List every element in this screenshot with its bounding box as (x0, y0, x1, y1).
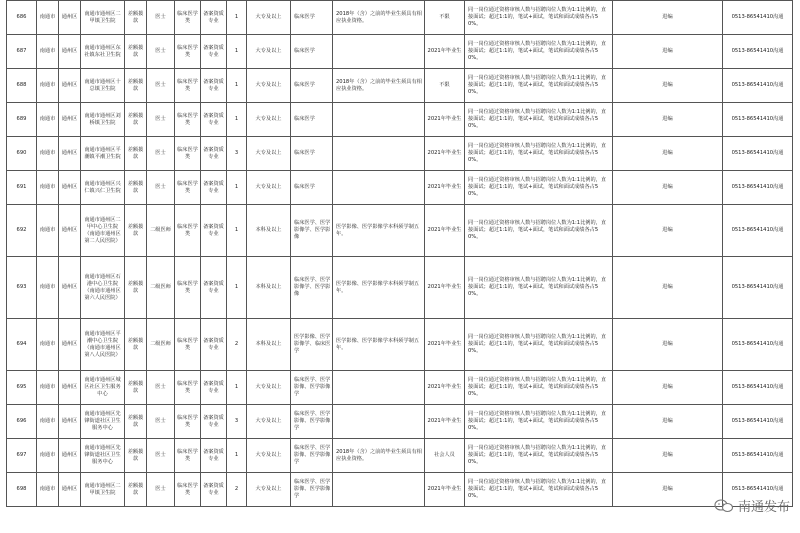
cell-cat: 临床医学类 (175, 69, 201, 103)
cell-obj: 2021年毕业生 (425, 205, 465, 257)
cell-obj: 社会人员 (425, 439, 465, 473)
cell-post: 医士 (147, 405, 175, 439)
cell-obj: 2021年毕业生 (425, 371, 465, 405)
cell-unit: 南通市通州区先锋街道社区卫生服务中心 (81, 405, 125, 439)
cell-fund: 差额拨款 (125, 371, 147, 405)
cell-unit: 南通市通州区二甲镇卫生院 (81, 1, 125, 35)
cell-edu: 大专及以上 (247, 35, 291, 69)
cell-tel: 0513-86541410沟通 (723, 171, 793, 205)
cell-post: 医士 (147, 35, 175, 69)
cell-dist: 通州区 (59, 257, 81, 319)
cell-note: 进编 (613, 257, 723, 319)
cell-edu: 大专及以上 (247, 69, 291, 103)
cell-no: 692 (7, 205, 37, 257)
cell-dist: 通州区 (59, 171, 81, 205)
cell-req: 2018年（含）之前的毕业生须具有相应执业资格。 (333, 439, 425, 473)
cell-fund: 差额拨款 (125, 439, 147, 473)
cell-obj: 2021年毕业生 (425, 319, 465, 371)
cell-post: 医士 (147, 473, 175, 507)
cell-req: 2018年（含）之前的毕业生须具有相应执业资格。 (333, 1, 425, 35)
cell-major: 临床医学 (291, 103, 333, 137)
cell-tel: 0513-86541410沟通 (723, 319, 793, 371)
cell-edu: 大专及以上 (247, 439, 291, 473)
table-row (7, 69, 793, 103)
cell-edu: 大专及以上 (247, 137, 291, 171)
cell-obj: 2021年毕业生 (425, 103, 465, 137)
cell-num: 1 (227, 439, 247, 473)
cell-edu: 大专及以上 (247, 171, 291, 205)
cell-cat: 临床医学类 (175, 473, 201, 507)
cell-note: 进编 (613, 137, 723, 171)
cell-fund: 差额拨款 (125, 257, 147, 319)
cell-unit: 南通市通州区十总镇卫生院 (81, 69, 125, 103)
cell-exam: 同一岗位通过资格审核人数与招聘岗位人数为1:1比例的，直接面试；超过1:1的，笔试+面试，笔试和面试成绩各占50%。 (465, 137, 613, 171)
cell-major: 临床医学 (291, 1, 333, 35)
cell-obj: 不限 (425, 69, 465, 103)
cell-edu: 大专及以上 (247, 1, 291, 35)
cell-num: 1 (227, 205, 247, 257)
cell-num: 3 (227, 405, 247, 439)
cell-type: 备案资质专业 (201, 103, 227, 137)
cell-exam: 同一岗位通过资格审核人数与招聘岗位人数为1:1比例的，直接面试；超过1:1的，笔试+面试，笔试和面试成绩各占50%。 (465, 439, 613, 473)
cell-no: 691 (7, 171, 37, 205)
cell-tel: 0513-86541410沟通 (723, 103, 793, 137)
cell-num: 1 (227, 171, 247, 205)
cell-fund: 差额拨款 (125, 319, 147, 371)
cell-tel: 0513-86541410沟通 (723, 137, 793, 171)
table-row (7, 439, 793, 473)
cell-fund: 差额拨款 (125, 35, 147, 69)
cell-dist: 通州区 (59, 35, 81, 69)
cell-dist: 通州区 (59, 103, 81, 137)
cell-city: 南通市 (37, 319, 59, 371)
cell-post: 二级医师 (147, 205, 175, 257)
cell-no: 689 (7, 103, 37, 137)
cell-req: 2018年（含）之前的毕业生须具有相应执业资格。 (333, 69, 425, 103)
cell-city: 南通市 (37, 439, 59, 473)
cell-city: 南通市 (37, 473, 59, 507)
cell-fund: 差额拨款 (125, 473, 147, 507)
cell-type: 备案资质专业 (201, 439, 227, 473)
cell-type: 备案资质专业 (201, 35, 227, 69)
cell-post: 医士 (147, 69, 175, 103)
cell-req: 医学影像、医学影像学本科须学制五年。 (333, 319, 425, 371)
cell-obj: 2021年毕业生 (425, 473, 465, 507)
cell-city: 南通市 (37, 205, 59, 257)
cell-req (333, 371, 425, 405)
table-row (7, 371, 793, 405)
cell-exam: 同一岗位通过资格审核人数与招聘岗位人数为1:1比例的，直接面试；超过1:1的，笔试+面试，笔试和面试成绩各占50%。 (465, 371, 613, 405)
cell-city: 南通市 (37, 69, 59, 103)
cell-unit: 南通市通州区先锋街道社区卫生服务中心 (81, 439, 125, 473)
cell-note: 进编 (613, 1, 723, 35)
cell-req (333, 137, 425, 171)
cell-note: 进编 (613, 371, 723, 405)
cell-unit: 南通市通州区刘桥镇卫生院 (81, 103, 125, 137)
cell-cat: 临床医学类 (175, 35, 201, 69)
cell-edu: 大专及以上 (247, 405, 291, 439)
cell-city: 南通市 (37, 371, 59, 405)
cell-no: 690 (7, 137, 37, 171)
table-row (7, 405, 793, 439)
cell-unit: 南通市通州区平潮镇平潮卫生院 (81, 137, 125, 171)
cell-fund: 差额拨款 (125, 1, 147, 35)
cell-city: 南通市 (37, 1, 59, 35)
table-row (7, 171, 793, 205)
cell-type: 备案资质专业 (201, 405, 227, 439)
watermark-text: 南通发布 (737, 500, 790, 515)
cell-dist: 通州区 (59, 371, 81, 405)
cell-no: 687 (7, 35, 37, 69)
table-row (7, 1, 793, 35)
cell-city: 南通市 (37, 137, 59, 171)
cell-exam: 同一岗位通过资格审核人数与招聘岗位人数为1:1比例的，直接面试；超过1:1的，笔试+面试，笔试和面试成绩各占50%。 (465, 473, 613, 507)
cell-tel: 0513-86541410沟通 (723, 371, 793, 405)
cell-num: 1 (227, 35, 247, 69)
cell-city: 南通市 (37, 35, 59, 69)
table-row (7, 205, 793, 257)
cell-fund: 差额拨款 (125, 69, 147, 103)
cell-dist: 通州区 (59, 439, 81, 473)
cell-post: 医士 (147, 371, 175, 405)
cell-cat: 临床医学类 (175, 137, 201, 171)
cell-dist: 通州区 (59, 137, 81, 171)
wechat-watermark (714, 496, 790, 515)
cell-type: 备案资质专业 (201, 205, 227, 257)
cell-type: 备案资质专业 (201, 371, 227, 405)
cell-type: 备案资质专业 (201, 473, 227, 507)
cell-no: 697 (7, 439, 37, 473)
cell-tel: 0513-86541410沟通 (723, 405, 793, 439)
cell-req (333, 405, 425, 439)
cell-cat: 临床医学类 (175, 205, 201, 257)
cell-note: 进编 (613, 473, 723, 507)
cell-note: 进编 (613, 103, 723, 137)
cell-num: 2 (227, 319, 247, 371)
cell-fund: 差额拨款 (125, 205, 147, 257)
cell-major: 医学影像、医学影像学、临床医学 (291, 319, 333, 371)
cell-no: 698 (7, 473, 37, 507)
cell-post: 二级医师 (147, 319, 175, 371)
cell-unit: 南通市通州区兴仁镇兴仁卫生院 (81, 171, 125, 205)
cell-req (333, 473, 425, 507)
cell-post: 医士 (147, 171, 175, 205)
cell-major: 临床医学、医学影像、医学影像学 (291, 405, 333, 439)
cell-exam: 同一岗位通过资格审核人数与招聘岗位人数为1:1比例的，直接面试；超过1:1的，笔试+面试，笔试和面试成绩各占50%。 (465, 103, 613, 137)
wechat-icon (714, 499, 734, 513)
cell-unit: 南通市通州区二甲镇卫生院 (81, 473, 125, 507)
cell-post: 医士 (147, 1, 175, 35)
cell-cat: 临床医学类 (175, 371, 201, 405)
cell-cat: 临床医学类 (175, 171, 201, 205)
cell-city: 南通市 (37, 257, 59, 319)
cell-cat: 临床医学类 (175, 439, 201, 473)
cell-unit: 南通市通州区平潮中心卫生院（南通市通州区第八人民医院） (81, 319, 125, 371)
cell-num: 1 (227, 1, 247, 35)
cell-type: 备案资质专业 (201, 137, 227, 171)
cell-tel: 0513-86541410沟通 (723, 473, 793, 507)
cell-obj: 2021年毕业生 (425, 405, 465, 439)
cell-edu: 大专及以上 (247, 473, 291, 507)
cell-exam: 同一岗位通过资格审核人数与招聘岗位人数为1:1比例的，直接面试；超过1:1的，笔试+面试，笔试和面试成绩各占50%。 (465, 35, 613, 69)
cell-major: 临床医学 (291, 171, 333, 205)
cell-unit: 南通市通州区二甲中心卫生院（南通市通州区第二人民医院） (81, 205, 125, 257)
cell-tel: 0513-86541410沟通 (723, 1, 793, 35)
cell-obj: 2021年毕业生 (425, 257, 465, 319)
cell-major: 临床医学 (291, 35, 333, 69)
cell-note: 进编 (613, 35, 723, 69)
recruitment-table-sheet (6, 0, 792, 522)
cell-cat: 临床医学类 (175, 257, 201, 319)
cell-fund: 差额拨款 (125, 137, 147, 171)
table-row (7, 319, 793, 371)
cell-city: 南通市 (37, 103, 59, 137)
table-row (7, 473, 793, 507)
cell-num: 1 (227, 371, 247, 405)
cell-exam: 同一岗位通过资格审核人数与招聘岗位人数为1:1比例的，直接面试；超过1:1的，笔试+面试，笔试和面试成绩各占50%。 (465, 1, 613, 35)
cell-cat: 临床医学类 (175, 405, 201, 439)
cell-tel: 0513-86541410沟通 (723, 257, 793, 319)
cell-post: 二级医师 (147, 257, 175, 319)
cell-note: 进编 (613, 439, 723, 473)
cell-unit: 南通市通州区城区社区卫生服务中心 (81, 371, 125, 405)
cell-type: 备案资质专业 (201, 1, 227, 35)
cell-city: 南通市 (37, 171, 59, 205)
cell-no: 696 (7, 405, 37, 439)
cell-dist: 通州区 (59, 405, 81, 439)
cell-major: 临床医学 (291, 69, 333, 103)
cell-req: 医学影像、医学影像学本科须学制五年。 (333, 257, 425, 319)
cell-num: 2 (227, 473, 247, 507)
cell-no: 693 (7, 257, 37, 319)
cell-exam: 同一岗位通过资格审核人数与招聘岗位人数为1:1比例的，直接面试；超过1:1的，笔试+面试，笔试和面试成绩各占50%。 (465, 171, 613, 205)
cell-cat: 临床医学类 (175, 103, 201, 137)
cell-exam: 同一岗位通过资格审核人数与招聘岗位人数为1:1比例的，直接面试；超过1:1的，笔试+面试，笔试和面试成绩各占50%。 (465, 257, 613, 319)
table-row (7, 137, 793, 171)
cell-obj: 2021年毕业生 (425, 171, 465, 205)
cell-note: 进编 (613, 171, 723, 205)
cell-no: 694 (7, 319, 37, 371)
cell-req (333, 103, 425, 137)
cell-major: 临床医学、医学影像、医学影像学 (291, 473, 333, 507)
cell-fund: 差额拨款 (125, 405, 147, 439)
cell-num: 3 (227, 137, 247, 171)
cell-exam: 同一岗位通过资格审核人数与招聘岗位人数为1:1比例的，直接面试；超过1:1的，笔试+面试，笔试和面试成绩各占50%。 (465, 205, 613, 257)
recruitment-table (6, 0, 793, 507)
cell-tel: 0513-86541410沟通 (723, 35, 793, 69)
cell-cat: 临床医学类 (175, 1, 201, 35)
cell-req (333, 35, 425, 69)
cell-major: 临床医学 (291, 137, 333, 171)
cell-num: 1 (227, 103, 247, 137)
cell-major: 临床医学、医学影像、医学影像学 (291, 439, 333, 473)
cell-edu: 本科及以上 (247, 319, 291, 371)
cell-req (333, 171, 425, 205)
cell-major: 临床医学、医学影像学、医学影像 (291, 205, 333, 257)
cell-dist: 通州区 (59, 319, 81, 371)
cell-tel: 0513-86541410沟通 (723, 69, 793, 103)
cell-edu: 大专及以上 (247, 371, 291, 405)
cell-tel: 0513-86541410沟通 (723, 439, 793, 473)
cell-note: 进编 (613, 319, 723, 371)
cell-obj: 2021年毕业生 (425, 35, 465, 69)
cell-major: 临床医学、医学影像、医学影像学 (291, 371, 333, 405)
cell-cat: 临床医学类 (175, 319, 201, 371)
cell-city: 南通市 (37, 405, 59, 439)
cell-type: 备案资质专业 (201, 319, 227, 371)
cell-exam: 同一岗位通过资格审核人数与招聘岗位人数为1:1比例的，直接面试；超过1:1的，笔试+面试，笔试和面试成绩各占50%。 (465, 69, 613, 103)
cell-req: 医学影像、医学影像学本科须学制五年。 (333, 205, 425, 257)
cell-obj: 2021年毕业生 (425, 137, 465, 171)
cell-tel: 0513-86541410沟通 (723, 205, 793, 257)
cell-fund: 差额拨款 (125, 103, 147, 137)
cell-no: 688 (7, 69, 37, 103)
cell-exam: 同一岗位通过资格审核人数与招聘岗位人数为1:1比例的，直接面试；超过1:1的，笔试+面试，笔试和面试成绩各占50%。 (465, 319, 613, 371)
cell-dist: 通州区 (59, 205, 81, 257)
cell-type: 备案资质专业 (201, 171, 227, 205)
cell-fund: 差额拨款 (125, 171, 147, 205)
cell-exam: 同一岗位通过资格审核人数与招聘岗位人数为1:1比例的，直接面试；超过1:1的，笔试+面试，笔试和面试成绩各占50%。 (465, 405, 613, 439)
cell-note: 进编 (613, 205, 723, 257)
cell-dist: 通州区 (59, 473, 81, 507)
table-row (7, 257, 793, 319)
cell-obj: 不限 (425, 1, 465, 35)
cell-no: 686 (7, 1, 37, 35)
cell-major: 临床医学、医学影像学、医学影像 (291, 257, 333, 319)
cell-no: 695 (7, 371, 37, 405)
cell-unit: 南通市通州区石港中心卫生院（南通市通州区第六人民医院） (81, 257, 125, 319)
table-row (7, 103, 793, 137)
cell-edu: 大专及以上 (247, 103, 291, 137)
cell-dist: 通州区 (59, 69, 81, 103)
cell-note: 进编 (613, 405, 723, 439)
cell-post: 医士 (147, 103, 175, 137)
cell-type: 备案资质专业 (201, 257, 227, 319)
cell-edu: 本科及以上 (247, 205, 291, 257)
cell-num: 1 (227, 257, 247, 319)
cell-note: 进编 (613, 69, 723, 103)
cell-type: 备案资质专业 (201, 69, 227, 103)
cell-edu: 本科及以上 (247, 257, 291, 319)
table-row (7, 35, 793, 69)
cell-dist: 通州区 (59, 1, 81, 35)
cell-post: 医士 (147, 137, 175, 171)
cell-unit: 南通市通州区东社镇东社卫生院 (81, 35, 125, 69)
cell-num: 1 (227, 69, 247, 103)
cell-post: 医士 (147, 439, 175, 473)
